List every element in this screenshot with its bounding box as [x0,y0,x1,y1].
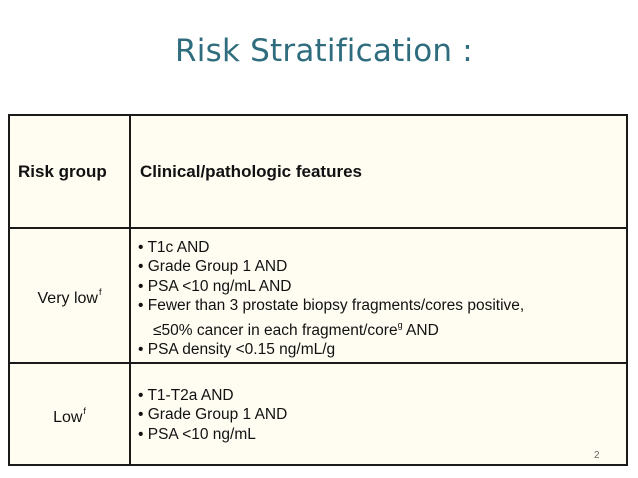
feature-item: • Grade Group 1 AND [138,406,288,424]
feature-item-continuation [138,316,524,340]
risk-group-label: Very low [37,290,98,307]
header-features: Clinical/pathologic features [140,162,362,181]
feature-item: • T1-T2a AND [138,387,234,404]
feature-item: • T1c AND [138,239,210,256]
feature-text-tail: AND [402,321,439,339]
feature-item: • PSA <10 ng/mL AND [138,277,292,295]
feature-item: • Fewer than 3 prostate biopsy fragments/cores positive, [138,297,525,315]
risk-group-very-low [10,287,129,308]
features-very-low [138,238,524,359]
features-low [138,386,287,444]
feature-item: • PSA <10 ng/mL [138,425,256,443]
page-number: 2 [594,450,600,461]
footnote-marker: g [397,319,403,330]
feature-text: ≤50% cancer in each fragment/core [153,321,398,339]
slide-title: Risk Stratification : [175,33,473,69]
header-risk-group: Risk group [18,162,107,181]
risk-group-label: Low [53,409,83,426]
risk-table [8,114,628,466]
footnote-marker: f [98,287,102,297]
footnote-marker: f [83,406,86,416]
risk-group-low [10,406,129,427]
feature-item: • Grade Group 1 AND [138,258,288,276]
row-divider [10,362,626,364]
header-divider [10,227,626,229]
feature-item: • PSA density <0.15 ng/mL/g [138,341,336,359]
column-divider [129,116,131,464]
